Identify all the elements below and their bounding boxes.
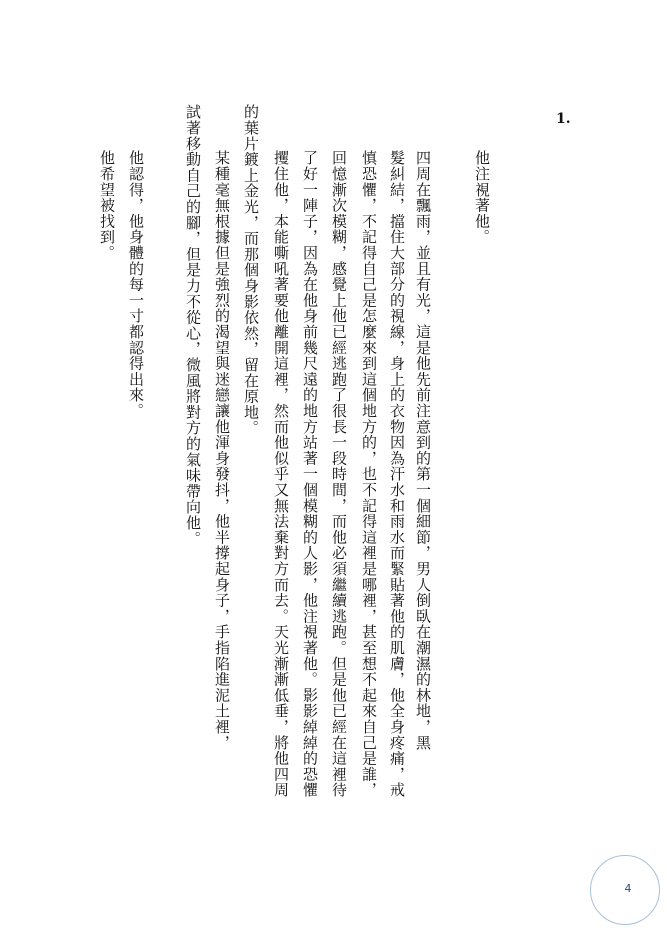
paragraph-line: 四周在飄雨，並且有光，這是他先前注意到的第一個細節，男人倒臥在潮濕的林地，黑 xyxy=(414,150,432,751)
paragraph-line: 他希望被找到。 xyxy=(98,150,116,261)
paragraph-line: 回憶漸次模糊，感覺上他已經逃跑了很長一段時間，而他必須繼續逃跑。但是他已經在這裡待 xyxy=(330,150,348,798)
paragraph-line: 慎恐懼，不記得自己是怎麼來到這個地方的，也不記得這裡是哪裡，甚至想不起來自己是誰， xyxy=(360,150,378,798)
page-number: 4 xyxy=(624,881,632,895)
page-number-badge xyxy=(590,855,660,925)
paragraph-line: 他注視著他。 xyxy=(473,150,491,245)
paragraph-line: 的葉片鍍上金光，而那個身影依然，留在原地。 xyxy=(242,104,260,436)
paragraph-line: 他認得，他身體的每一寸都認得出來。 xyxy=(127,150,145,419)
paragraph-line: 某種毫無根據但是強烈的渴望與迷戀讓他渾身發抖，他半撐起身子，手指陷進泥土裡， xyxy=(213,150,231,751)
paragraph-line: 了好一陣子，因為在他身前幾尺遠的地方站著一個模糊的人影，他注視著他。影影綽綽的恐懼 xyxy=(301,150,319,798)
section-number: 1. xyxy=(556,111,571,127)
paragraph-line: 髮糾結，擋住大部分的視線，身上的衣物因為汗水和雨水而緊貼著他的肌膚，他全身疼痛，戒 xyxy=(388,150,406,798)
paragraph-line: 試著移動自己的腳，但是力不從心，微風將對方的氣味帶向他。 xyxy=(184,104,202,547)
paragraph-line: 攫住他，本能嘶吼著要他離開這裡，然而他似乎又無法棄對方而去。天光漸漸低垂，將他四周 xyxy=(272,150,290,798)
